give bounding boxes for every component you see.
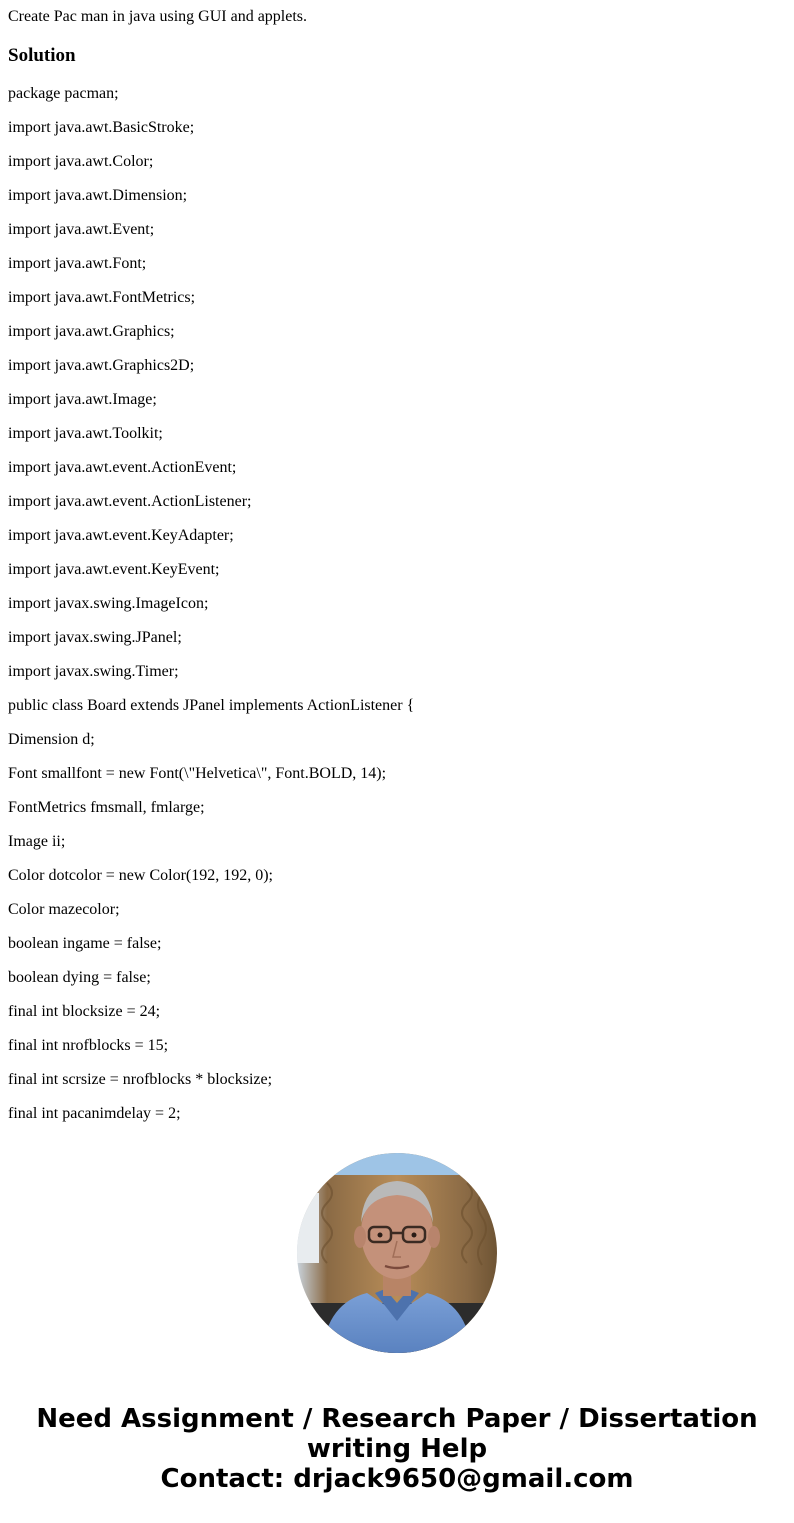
code-line: final int pacanimdelay = 2;	[8, 1105, 181, 1122]
code-line: final int blocksize = 24;	[8, 1003, 161, 1020]
code-line: import java.awt.Event;	[8, 221, 155, 238]
promo-line-3: Contact: drjack9650@gmail.com	[160, 1464, 634, 1494]
code-line: import javax.swing.Timer;	[8, 663, 179, 680]
code-line: Dimension d;	[8, 731, 95, 748]
author-avatar	[297, 1153, 497, 1353]
code-line: import java.awt.Graphics2D;	[8, 357, 195, 374]
code-line: final int scrsize = nrofblocks * blocksize;	[8, 1071, 273, 1088]
code-line: import java.awt.Dimension;	[8, 187, 188, 204]
question-text: Create Pac man in java using GUI and applets.	[8, 8, 308, 25]
code-line: import java.awt.Graphics;	[8, 323, 175, 340]
code-line: Color mazecolor;	[8, 901, 120, 918]
code-line: import javax.swing.JPanel;	[8, 629, 182, 646]
code-line: Image ii;	[8, 833, 66, 850]
code-line: import java.awt.Font;	[8, 255, 147, 272]
promo-line-2: writing Help	[306, 1434, 488, 1464]
code-listing	[8, 84, 414, 1138]
code-line: Color dotcolor = new Color(192, 192, 0);	[8, 867, 273, 884]
code-line: import java.awt.event.ActionEvent;	[8, 459, 237, 476]
promo-line-1: Need Assignment / Research Paper / Dissertation	[36, 1404, 758, 1434]
code-line: import java.awt.Color;	[8, 153, 154, 170]
code-line: import java.awt.Image;	[8, 391, 157, 408]
code-line: Font smallfont = new Font(\"Helvetica\", Font.BOLD, 14);	[8, 765, 387, 782]
code-line: import java.awt.FontMetrics;	[8, 289, 196, 306]
solution-heading: Solution	[8, 45, 76, 66]
code-line: import java.awt.Toolkit;	[8, 425, 163, 442]
code-line: boolean ingame = false;	[8, 935, 162, 952]
code-line: public class Board extends JPanel implements ActionListener {	[8, 697, 415, 714]
code-line: import javax.swing.ImageIcon;	[8, 595, 209, 612]
code-line: import java.awt.event.ActionListener;	[8, 493, 252, 510]
code-line: final int nrofblocks = 15;	[8, 1037, 169, 1054]
code-line: package pacman;	[8, 85, 119, 102]
code-line: boolean dying = false;	[8, 969, 151, 986]
code-line: import java.awt.event.KeyAdapter;	[8, 527, 234, 544]
code-line: import java.awt.event.KeyEvent;	[8, 561, 220, 578]
code-line: FontMetrics fmsmall, fmlarge;	[8, 799, 205, 816]
code-line: import java.awt.BasicStroke;	[8, 119, 195, 136]
promo-banner	[0, 1404, 794, 1494]
